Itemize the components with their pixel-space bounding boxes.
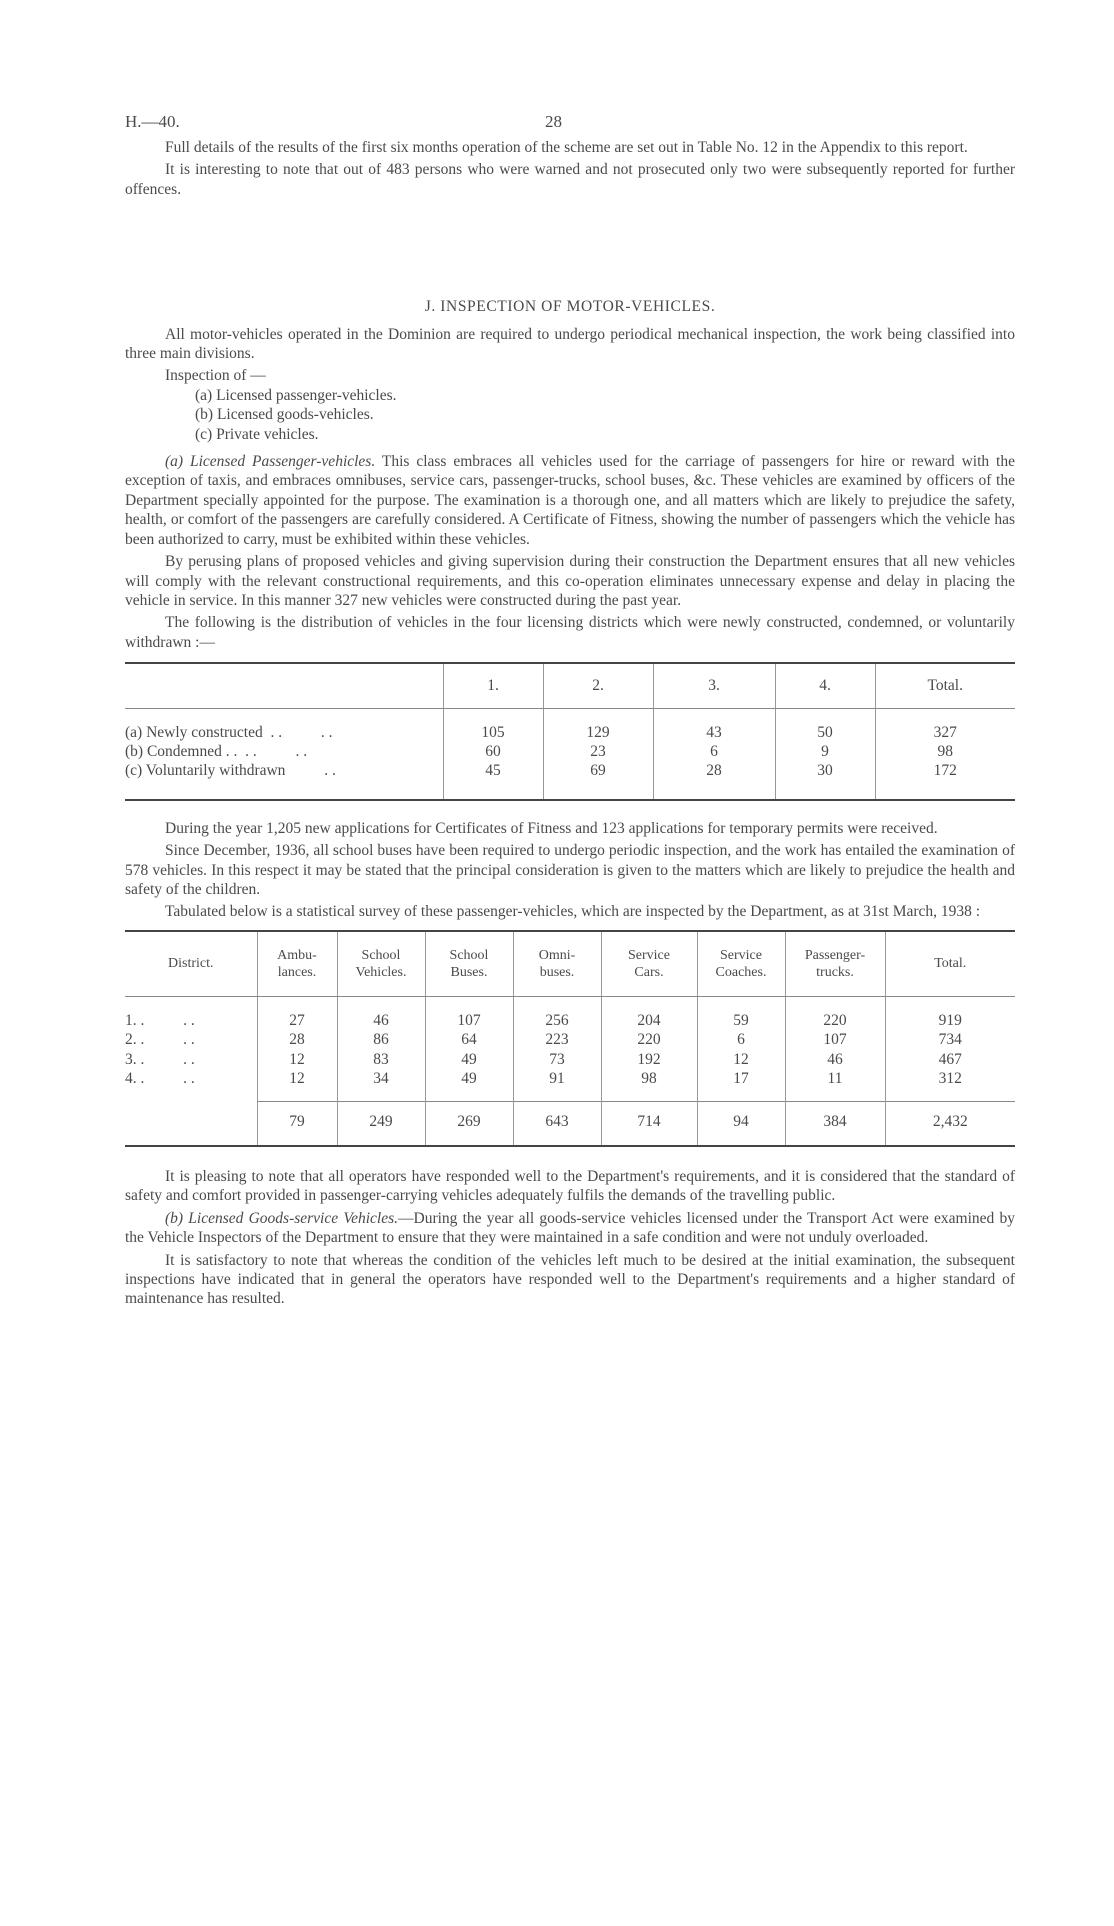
- leader-dots: . . . .: [132, 1070, 195, 1088]
- table-row: [125, 1050, 1015, 1069]
- column-header: Passenger- trucks.: [785, 931, 885, 997]
- district-label: 2: [125, 1031, 133, 1049]
- total-cell: 269: [425, 1101, 513, 1146]
- division-item: (c) Private vehicles.: [195, 425, 319, 443]
- passenger-vehicle-survey-table: [125, 930, 1015, 1147]
- section-paragraph-1: All motor-vehicles operated in the Dominion are required to undergo periodical mechanical inspection, the work being classified into three main divisions.: [125, 325, 1015, 363]
- goods-vehicles-title: (b) Licensed Goods-service Vehicles.: [165, 1209, 398, 1227]
- table-cell: 105: [443, 708, 543, 742]
- table-cell: 107: [785, 1030, 885, 1049]
- inspection-label: Inspection of —: [165, 367, 266, 385]
- table-cell: 43: [653, 708, 775, 742]
- table-cell: 204: [601, 996, 697, 1030]
- column-header: School Buses.: [425, 931, 513, 997]
- table-cell: 28: [653, 761, 775, 799]
- table-cell: 734: [885, 1030, 1015, 1049]
- table-cell: 46: [337, 996, 425, 1030]
- table-cell: 73: [513, 1050, 601, 1069]
- table-header-row: [125, 931, 1015, 997]
- district-label: 3: [125, 1050, 133, 1068]
- column-header: Ambu- lances.: [257, 931, 337, 997]
- table-cell: 69: [543, 761, 653, 799]
- total-cell: 714: [601, 1101, 697, 1146]
- table-cell: 11: [785, 1069, 885, 1101]
- table-cell: 45: [443, 761, 543, 799]
- column-header: 2.: [543, 663, 653, 708]
- goods-vehicles-text: —During the year all goods-service vehicles licensed under the Transport Act were examined by the Vehicle Inspectors of the Department to ensure that they were maintained in a safe condition and were not unduly overloaded.: [125, 1209, 1015, 1247]
- column-header: District.: [125, 931, 257, 997]
- section-heading: J. INSPECTION OF MOTOR-VEHICLES.: [424, 298, 716, 316]
- passenger-vehicles-text: This class embraces all vehicles used for the carriage of passengers for hire or reward with the exception of taxis, and embraces omnibuses, service cars, passenger-trucks, school buses, &c. These vehicles are examined by officers of the Department specially appointed for the purpose. The examination is a thorough one, and all matters which are likely to prejudice the safety, health, or comfort of the passengers are carefully considered. A Certificate of Fitness, showing the number of passengers which the vehicle has been authorized to carry, must be exhibited within these vehicles.: [125, 453, 1015, 548]
- table-cell: 50: [775, 708, 875, 742]
- table-cell: 98: [875, 742, 1015, 761]
- intro-paragraph-2: It is interesting to note that out of 483 persons who were warned and not prosecuted only two were subsequently reported for further offences.: [125, 161, 1015, 198]
- document-reference: H.—40.: [125, 112, 180, 131]
- table-cell: 12: [257, 1069, 337, 1101]
- page-number: 28: [545, 112, 562, 131]
- table-cell: 49: [425, 1050, 513, 1069]
- table-cell: 28: [257, 1030, 337, 1049]
- table-cell: 312: [885, 1069, 1015, 1101]
- table-cell: 919: [885, 996, 1015, 1030]
- table-cell: 12: [257, 1050, 337, 1069]
- totals-row: [125, 1101, 1015, 1146]
- district-label: 1: [125, 1011, 133, 1029]
- leader-dots: . . . .: [132, 1031, 195, 1049]
- table-cell: 60: [443, 742, 543, 761]
- plans-paragraph: By perusing plans of proposed vehicles and giving supervision during their construction the Department ensures that all new vehicles will comply with the relevant constructional requirements, and this co-operation eliminates unnecessary expense and delay in placing the vehicle in service. In this manner 327 new vehicles were constructed during the past year.: [125, 553, 1015, 609]
- intro-paragraph-1: Full details of the results of the first six months operation of the scheme are set out in Table No. 12 in the Appendix to this report.: [165, 139, 968, 156]
- document-page: [125, 112, 1015, 1312]
- total-cell: 384: [785, 1101, 885, 1146]
- page-header: [125, 112, 1015, 138]
- table-cell: 23: [543, 742, 653, 761]
- column-header: Total.: [885, 931, 1015, 997]
- table-row: [125, 742, 1015, 761]
- table-cell: 9: [775, 742, 875, 761]
- column-header: 4.: [775, 663, 875, 708]
- table-cell: 91: [513, 1069, 601, 1101]
- table-cell: 223: [513, 1030, 601, 1049]
- table-cell: 86: [337, 1030, 425, 1049]
- table-cell: 64: [425, 1030, 513, 1049]
- closing-paragraph-3: It is satisfactory to note that whereas the condition of the vehicles left much to be desired at the initial examination, the subsequent inspections have indicated that in general the operators have responded well to the Department's requirements and a higher standard of maintenance has resulted.: [125, 1251, 1015, 1308]
- row-label: (a) Newly constructed: [125, 723, 263, 741]
- column-header: School Vehicles.: [337, 931, 425, 997]
- table-cell: 6: [653, 742, 775, 761]
- column-header: Service Coaches.: [697, 931, 785, 997]
- row-label: (c) Voluntarily withdrawn: [125, 762, 286, 780]
- table-cell: 83: [337, 1050, 425, 1069]
- column-header: Service Cars.: [601, 931, 697, 997]
- table-cell: 30: [775, 761, 875, 799]
- column-header: Total.: [875, 663, 1015, 708]
- closing-paragraph-1: It is pleasing to note that all operators have responded well to the Department's requirements, and it is considered that the standard of safety and comfort provided in passenger-carrying vehicles adequately fulfils the demands of the travelling public.: [125, 1167, 1015, 1205]
- leader-dots: . .: [285, 762, 336, 780]
- table-cell: 34: [337, 1069, 425, 1101]
- table-cell: 107: [425, 996, 513, 1030]
- goods-vehicles-paragraph: [125, 1209, 1015, 1248]
- passenger-vehicles-title: (a) Licensed Passenger-vehicles.: [165, 453, 376, 471]
- applications-paragraph: During the year 1,205 new applications for Certificates of Fitness and 123 applications for temporary permits were received.: [165, 819, 938, 837]
- table-row: [125, 1030, 1015, 1049]
- table-cell: 27: [257, 996, 337, 1030]
- distribution-table: [125, 662, 1015, 801]
- table-cell: 49: [425, 1069, 513, 1101]
- table-cell: 12: [697, 1050, 785, 1069]
- division-item: (a) Licensed passenger-vehicles.: [195, 386, 397, 404]
- table-cell: 256: [513, 996, 601, 1030]
- total-cell: 2,432: [885, 1101, 1015, 1146]
- school-buses-paragraph: Since December, 1936, all school buses have been required to undergo periodic inspection, and the work has entailed the examination of 578 vehicles. In this respect it may be stated that the principal consideration is given to the matters which are likely to prejudice the health and safety of the children.: [125, 842, 1015, 899]
- total-cell: 643: [513, 1101, 601, 1146]
- leader-dots: . . . .: [132, 1050, 195, 1068]
- leader-dots: . . . .: [262, 723, 333, 741]
- table-cell: 6: [697, 1030, 785, 1049]
- total-cell: 79: [257, 1101, 337, 1146]
- leader-dots: . . . .: [132, 1011, 195, 1029]
- leader-dots: . . . .: [237, 743, 308, 761]
- survey-intro: Tabulated below is a statistical survey of these passenger-vehicles, which are inspected by the Department, as at 31st March, 1938 :: [165, 903, 981, 921]
- division-list: [125, 386, 1015, 444]
- table-row: [125, 708, 1015, 742]
- total-cell: 249: [337, 1101, 425, 1146]
- table-row: [125, 996, 1015, 1030]
- table-cell: 327: [875, 708, 1015, 742]
- total-cell: 94: [697, 1101, 785, 1146]
- table-cell: 59: [697, 996, 785, 1030]
- table-cell: 129: [543, 708, 653, 742]
- table-row: [125, 761, 1015, 799]
- table-row: [125, 1069, 1015, 1101]
- table-cell: 98: [601, 1069, 697, 1101]
- distribution-intro: The following is the distribution of vehicles in the four licensing districts which were newly constructed, condemned, or voluntarily withdrawn :—: [125, 614, 1015, 651]
- table-cell: 192: [601, 1050, 697, 1069]
- column-header: Omni- buses.: [513, 931, 601, 997]
- column-header: 1.: [443, 663, 543, 708]
- table-cell: 46: [785, 1050, 885, 1069]
- division-item: (b) Licensed goods-vehicles.: [195, 406, 374, 424]
- district-label: 4: [125, 1070, 133, 1088]
- table-cell: 220: [785, 996, 885, 1030]
- table-cell: 17: [697, 1069, 785, 1101]
- column-header: 3.: [653, 663, 775, 708]
- table-header-row: [125, 663, 1015, 708]
- row-label: (b) Condemned . .: [125, 743, 238, 761]
- table-cell: 220: [601, 1030, 697, 1049]
- table-cell: 467: [885, 1050, 1015, 1069]
- passenger-vehicles-paragraph: [125, 452, 1015, 549]
- table-cell: 172: [875, 761, 1015, 799]
